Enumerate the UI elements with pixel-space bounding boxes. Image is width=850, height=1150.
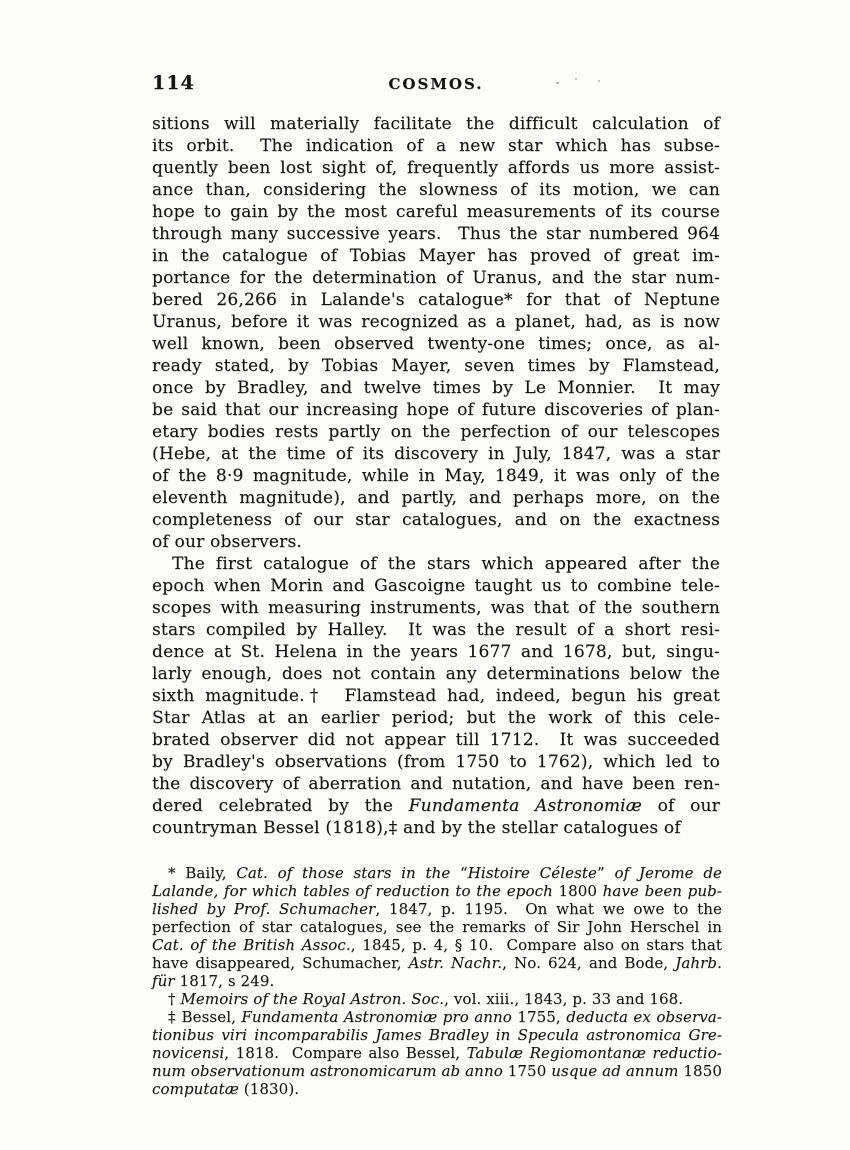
text-line: num observationum astronomicarum ab anno 1750 usque ad annum 1850: [152, 1062, 722, 1080]
text-line: The first catalogue of the stars which appeared after the: [172, 554, 720, 574]
text-line: Uranus, before it was recognized as a planet, had, as is now: [152, 312, 720, 332]
running-title: COSMOS.: [388, 75, 484, 93]
text-line: ready stated, by Tobias Mayer, seven times by Flamstead,: [152, 356, 720, 376]
scan-speck: [556, 82, 559, 84]
text-line: etary bodies rests partly on the perfection of our telescopes: [152, 422, 720, 442]
page-header: [152, 72, 720, 96]
text-line: Star Atlas at an earlier period; but the work of this cele-: [152, 708, 720, 728]
text-line: stars compiled by Halley. It was the result of a short resi-: [152, 620, 720, 640]
text-line: through many successive years. Thus the star numbered 964: [152, 224, 720, 244]
text-line: Cat. of the British Assoc., 1845, p. 4, § 10. Compare also on stars that: [152, 936, 722, 954]
text-line: in the catalogue of Tobias Mayer has proved of great im-: [152, 246, 720, 266]
text-line: have disappeared, Schumacher, Astr. Nachr., No. 624, and Bode, Jahrb.: [152, 954, 722, 972]
text-line: bered 26,266 in Lalande's catalogue* for that of Neptune: [152, 290, 720, 310]
text-line: completeness of our star catalogues, and on the exactness: [152, 510, 720, 530]
text-line: the discovery of aberration and nutation, and have been ren-: [152, 774, 720, 794]
text-line: its orbit. The indication of a new star which has subse-: [152, 136, 720, 156]
text-line: larly enough, does not contain any determinations below the: [152, 664, 720, 684]
text-line: ‡ Bessel, Fundamenta Astronomiæ pro anno 1755, deducta ex observa-: [168, 1008, 723, 1026]
body-text: [152, 113, 720, 839]
scan-speck: [575, 78, 577, 80]
text-line: of the 8·9 magnitude, while in May, 1849, it was only of the: [152, 466, 720, 486]
text-line: eleventh magnitude), and partly, and perhaps more, on the: [152, 488, 720, 508]
text-line: tionibus viri incomparabilis James Bradley in Specula astronomica Gre-: [152, 1026, 722, 1044]
text-line: dence at St. Helena in the years 1677 and 1678, but, singu-: [152, 642, 720, 662]
text-line: of our observers.: [152, 532, 302, 552]
text-line: ance than, considering the slowness of its motion, we can: [152, 180, 720, 200]
text-line: sitions will materially facilitate the difficult calculation of: [152, 114, 720, 134]
text-line: brated observer did not appear till 1712. It was succeeded: [152, 730, 720, 750]
text-line: epoch when Morin and Gascoigne taught us to combine tele-: [152, 576, 720, 596]
page-number: 114: [152, 72, 195, 94]
scan-speck: [598, 80, 600, 82]
text-line: lished by Prof. Schumacher, 1847, p. 1195. On what we owe to the: [152, 900, 723, 918]
text-line: novicensi, 1818. Compare also Bessel, Tabulæ Regiomontanæ reductio-: [152, 1044, 722, 1062]
text-line: countryman Bessel (1818),‡ and by the stellar catalogues of: [152, 818, 681, 838]
text-line: well known, been observed twenty-one times; once, as al-: [152, 334, 720, 354]
text-line: Lalande, for which tables of reduction to the epoch 1800 have been pub-: [152, 882, 723, 900]
footnotes: [152, 864, 722, 1098]
text-line: für 1817, s 249.: [152, 972, 275, 990]
text-line: sixth magnitude.† Flamstead had, indeed, begun his great: [152, 686, 720, 706]
text-line: be said that our increasing hope of future discoveries of plan-: [152, 400, 720, 420]
text-line: by Bradley's observations (from 1750 to 1762), which led to: [152, 752, 720, 772]
text-line: perfection of star catalogues, see the remarks of Sir John Herschel in: [152, 918, 722, 936]
text-line: once by Bradley, and twelve times by Le Monnier. It may: [152, 378, 720, 398]
text-line: † Memoirs of the Royal Astron. Soc., vol. xiii., 1843, p. 33 and 168.: [168, 990, 684, 1008]
text-line: hope to gain by the most careful measurements of its course: [152, 202, 720, 222]
text-line: quently been lost sight of, frequently affords us more assist-: [152, 158, 720, 178]
text-line: portance for the determination of Uranus, and the star num-: [152, 268, 720, 288]
text-line: dered celebrated by the Fundamenta Astronomiæ of our: [152, 796, 720, 816]
text-line: scopes with measuring instruments, was that of the southern: [152, 598, 720, 618]
text-line: computatæ (1830).: [152, 1080, 300, 1098]
text-line: (Hebe, at the time of its discovery in July, 1847, was a star: [152, 444, 720, 464]
text-line: * Baily, Cat. of those stars in the “Histoire Céleste” of Jerome de: [168, 864, 722, 882]
